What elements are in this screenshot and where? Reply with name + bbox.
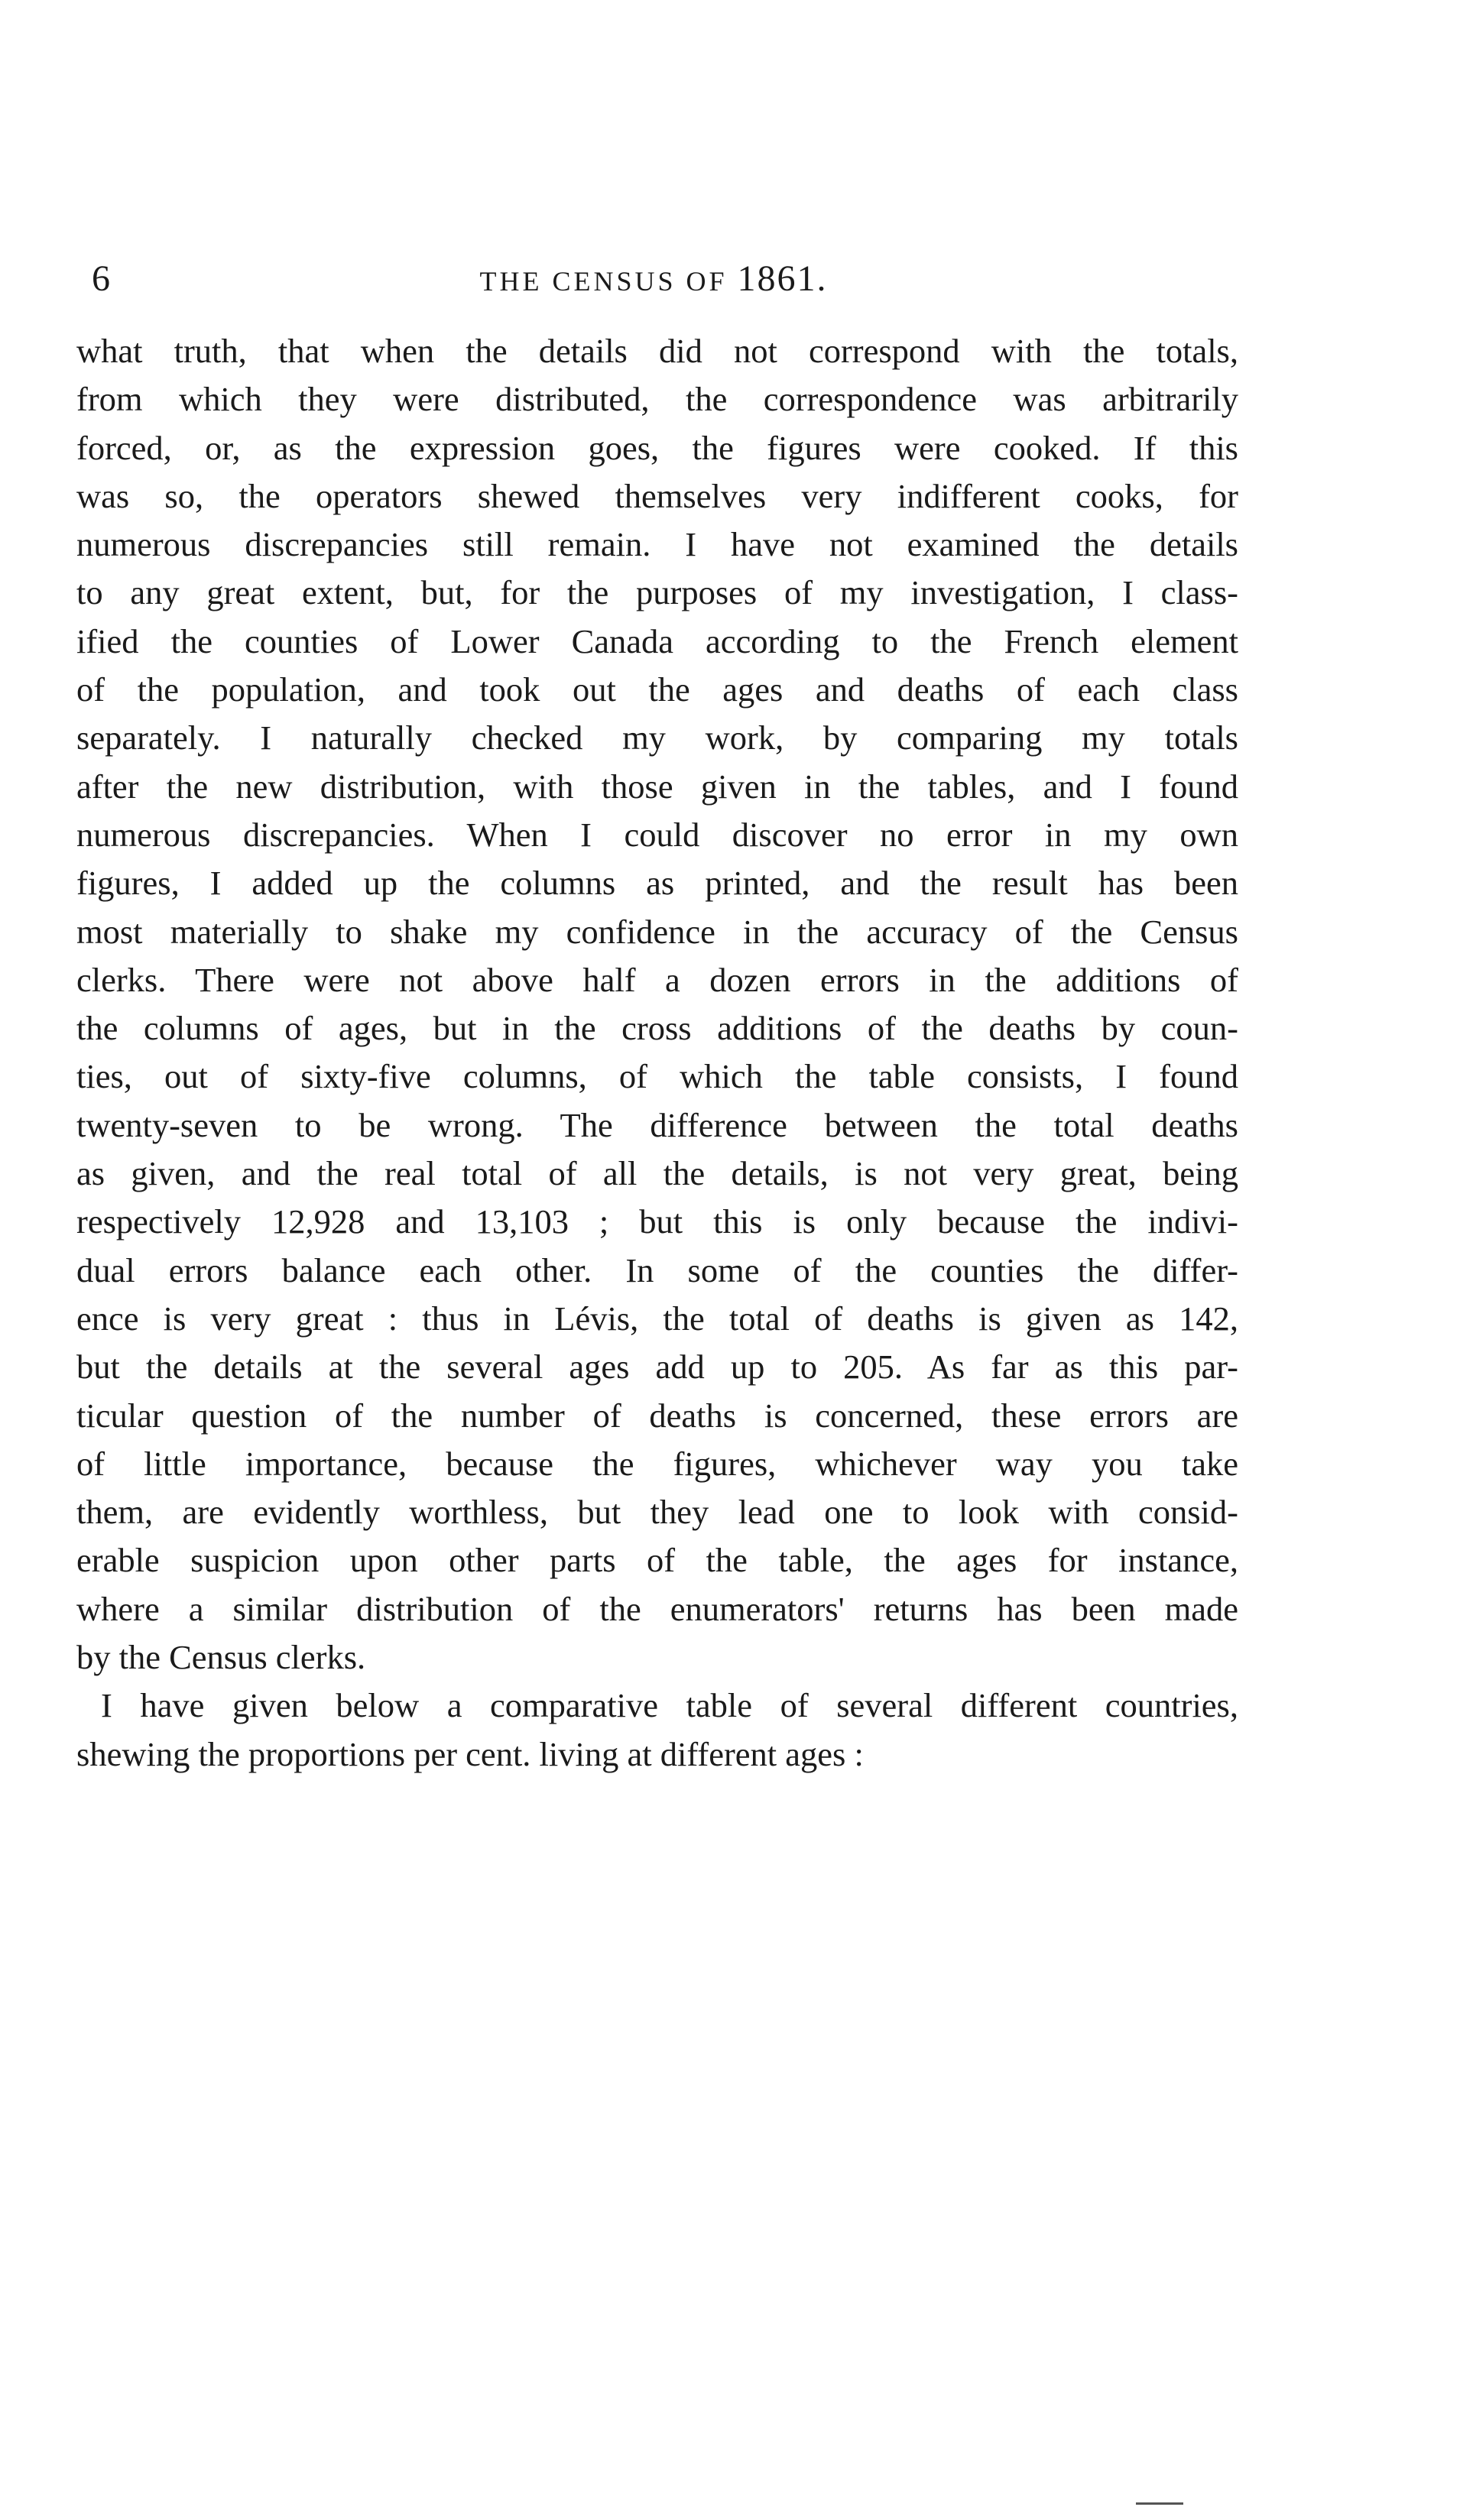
text-line: separately. I naturally checked my work, by comparing my totals xyxy=(76,718,1238,757)
text-line: by the Census clerks. xyxy=(76,1638,366,1677)
text-line: clerks. There were not above half a dozen errors in the additions of xyxy=(76,960,1238,999)
text-line: twenty-seven to be wrong. The difference between the total deaths xyxy=(76,1105,1238,1144)
text-line: after the new distribution, with those given in the tables, and I found xyxy=(76,767,1238,806)
body-text xyxy=(76,327,1238,1779)
text-line: but the details at the several ages add up to 205. As far as this par- xyxy=(76,1348,1238,1386)
text-line: erable suspicion upon other parts of the table, the ages for instance, xyxy=(76,1541,1238,1580)
text-line: from which they were distributed, the correspondence was arbitrarily xyxy=(76,380,1238,419)
text-line: to any great extent, but, for the purposes of my investigation, I class- xyxy=(76,573,1238,612)
text-line: I have given below a comparative table of several different countries, xyxy=(101,1686,1238,1725)
text-line: forced, or, as the expression goes, the figures were cooked. If this xyxy=(76,428,1238,467)
text-line: shewing the proportions per cent. living at different ages : xyxy=(76,1734,864,1773)
text-line: of the population, and took out the ages and deaths of each class xyxy=(76,670,1238,709)
page-number: 6 xyxy=(92,258,110,299)
running-title-text: THE CENSUS OF xyxy=(479,266,728,297)
text-line: ified the counties of Lower Canada according to the French element xyxy=(76,621,1238,660)
text-line: what truth, that when the details did not correspond with the totals, xyxy=(76,332,1238,370)
text-line: numerous discrepancies still remain. I have not examined the details xyxy=(76,525,1238,564)
text-line: the columns of ages, but in the cross additions of the deaths by coun- xyxy=(76,1009,1238,1048)
text-line: ticular question of the number of deaths is concerned, these errors are xyxy=(76,1396,1238,1435)
text-line: of little importance, because the figures, whichever way you take xyxy=(76,1444,1238,1483)
text-line: ence is very great : thus in Lévis, the total of deaths is given as 142, xyxy=(76,1299,1238,1338)
text-line: figures, I added up the columns as printed, and the result has been xyxy=(76,864,1238,903)
text-line: as given, and the real total of all the details, is not very great, being xyxy=(76,1154,1238,1193)
running-title xyxy=(92,252,1215,308)
text-line: respectively 12,928 and 13,103 ; but this is only because the indivi- xyxy=(76,1202,1238,1241)
paragraph xyxy=(76,327,1238,1682)
text-line: numerous discrepancies. When I could discover no error in my own xyxy=(76,815,1238,854)
text-line: was so, the operators shewed themselves very indifferent cooks, for xyxy=(76,476,1238,515)
running-title-year: 1861. xyxy=(737,258,828,299)
text-line: where a similar distribution of the enumerators' returns has been made xyxy=(76,1589,1238,1628)
text-line: dual errors balance each other. In some of the counties the differ- xyxy=(76,1250,1238,1289)
paragraph xyxy=(76,1682,1238,1779)
footer-rule xyxy=(1136,2502,1183,2505)
text-line: ties, out of sixty-five columns, of which the table consists, I found xyxy=(76,1057,1238,1096)
text-line: them, are evidently worthless, but they lead one to look with consid- xyxy=(76,1493,1238,1532)
running-head xyxy=(92,252,1215,306)
text-line: most materially to shake my confidence in the accuracy of the Census xyxy=(76,912,1238,951)
